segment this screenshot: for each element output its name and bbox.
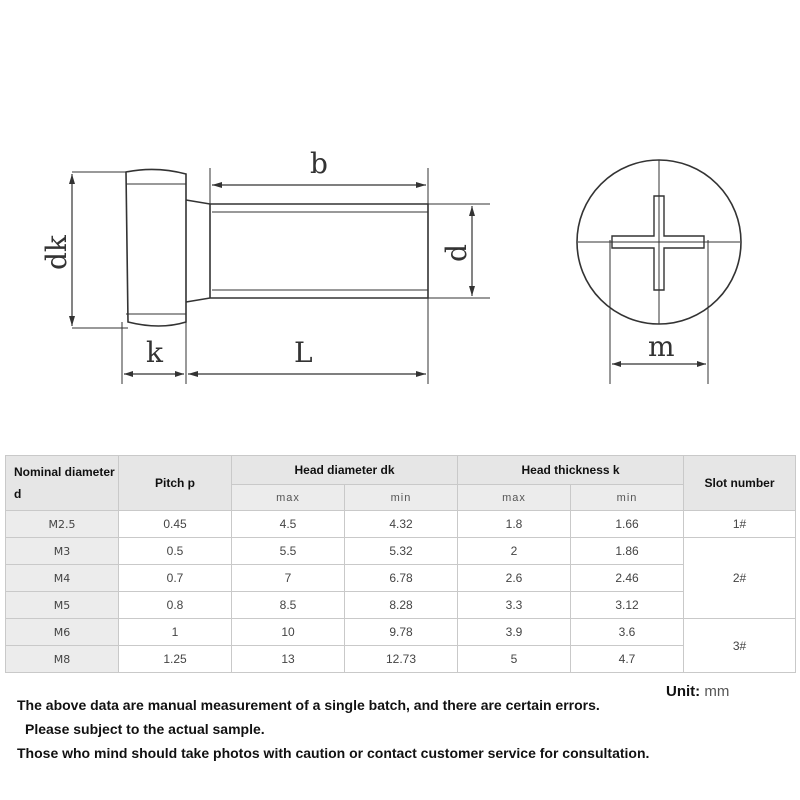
cell-nominal: M5 xyxy=(6,592,119,619)
cell-pitch: 1 xyxy=(119,619,232,646)
cell-k-min: 1.86 xyxy=(571,538,684,565)
cell-pitch: 1.25 xyxy=(119,646,232,673)
cell-k-max: 3.3 xyxy=(458,592,571,619)
cell-k-min: 3.6 xyxy=(571,619,684,646)
cell-k-max: 2 xyxy=(458,538,571,565)
cell-dk-min: 9.78 xyxy=(345,619,458,646)
table-row xyxy=(6,646,796,673)
unit-value: mm xyxy=(704,683,730,700)
table-row xyxy=(6,511,796,538)
cell-dk-max: 4.5 xyxy=(232,511,345,538)
header-dk-min: min xyxy=(345,485,458,511)
unit-label xyxy=(666,683,729,700)
cell-dk-max: 8.5 xyxy=(232,592,345,619)
cell-nominal: M2.5 xyxy=(6,511,119,538)
cell-dk-min: 6.78 xyxy=(345,565,458,592)
spec-table xyxy=(5,455,796,673)
cell-k-max: 2.6 xyxy=(458,565,571,592)
label-L: L xyxy=(294,336,313,369)
cell-k-min: 1.66 xyxy=(571,511,684,538)
label-m: m xyxy=(648,330,675,363)
label-dk: dk xyxy=(40,235,73,270)
table-row xyxy=(6,538,796,565)
cell-dk-min: 4.32 xyxy=(345,511,458,538)
header-head-thickness: Head thickness k xyxy=(458,456,684,485)
header-k-min: min xyxy=(571,485,684,511)
cell-slot: 1# xyxy=(684,511,796,538)
cell-dk-max: 10 xyxy=(232,619,345,646)
cell-slot: 2# xyxy=(684,538,796,619)
header-nominal-diameter: Nominal diameter d xyxy=(6,456,119,511)
header-slot-number: Slot number xyxy=(684,456,796,511)
cell-dk-min: 12.73 xyxy=(345,646,458,673)
header-k-max: max xyxy=(458,485,571,511)
cell-nominal: M8 xyxy=(6,646,119,673)
header-head-diameter: Head diameter dk xyxy=(232,456,458,485)
table-row xyxy=(6,592,796,619)
table-row xyxy=(6,565,796,592)
table-row xyxy=(6,619,796,646)
note-actual-sample: Please subject to the actual sample. xyxy=(25,721,265,737)
note-measurement: The above data are manual measurement of a single batch, and there are certain errors. xyxy=(17,697,600,713)
cell-pitch: 0.8 xyxy=(119,592,232,619)
phillips-slot xyxy=(612,196,704,290)
cell-nominal: M3 xyxy=(6,538,119,565)
cell-dk-min: 5.32 xyxy=(345,538,458,565)
cell-pitch: 0.45 xyxy=(119,511,232,538)
cell-k-max: 3.9 xyxy=(458,619,571,646)
cell-pitch: 0.5 xyxy=(119,538,232,565)
cell-k-max: 5 xyxy=(458,646,571,673)
screw-head xyxy=(126,169,186,326)
cell-k-min: 3.12 xyxy=(571,592,684,619)
label-k: k xyxy=(146,336,163,369)
header-pitch: Pitch p xyxy=(119,456,232,511)
label-d: d xyxy=(440,244,473,262)
unit-label-text: Unit: xyxy=(666,683,701,700)
screw-shank xyxy=(186,200,428,302)
cell-dk-max: 13 xyxy=(232,646,345,673)
cell-k-min: 2.46 xyxy=(571,565,684,592)
cell-k-max: 1.8 xyxy=(458,511,571,538)
label-b: b xyxy=(310,147,328,180)
header-dk-max: max xyxy=(232,485,345,511)
cell-k-min: 4.7 xyxy=(571,646,684,673)
cell-nominal: M4 xyxy=(6,565,119,592)
cell-slot: 3# xyxy=(684,619,796,673)
cell-pitch: 0.7 xyxy=(119,565,232,592)
cell-nominal: M6 xyxy=(6,619,119,646)
note-contact-service: Those who mind should take photos with caution or contact customer service for consultation. xyxy=(17,745,650,761)
cell-dk-max: 7 xyxy=(232,565,345,592)
cell-dk-min: 8.28 xyxy=(345,592,458,619)
cell-dk-max: 5.5 xyxy=(232,538,345,565)
